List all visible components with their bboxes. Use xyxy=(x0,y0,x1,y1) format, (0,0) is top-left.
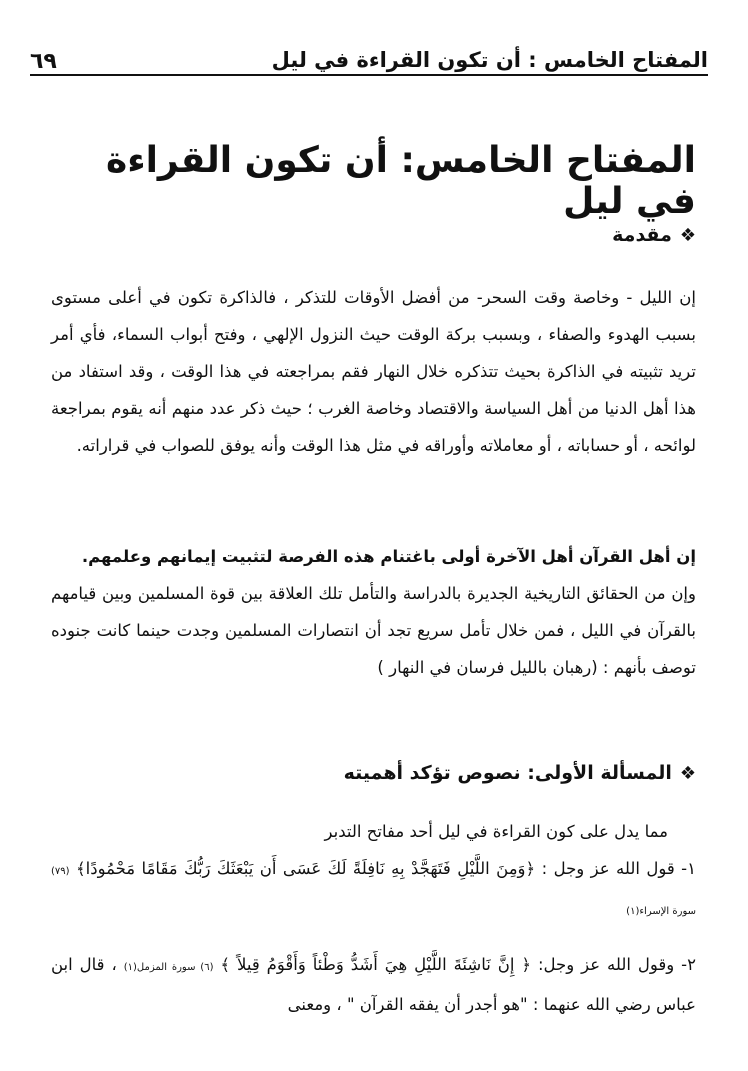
diamond-bullet-icon: ❖ xyxy=(679,224,696,246)
intro-heading xyxy=(56,224,696,246)
evidence-item-2 xyxy=(51,946,696,1023)
evidence-item-1 xyxy=(51,850,696,930)
item1-prefix: ١- قول الله عز وجل : xyxy=(535,859,696,878)
item2-prefix: ٢- وقول الله عز وجل: xyxy=(531,955,696,974)
chapter-title: المفتاح الخامس: أن تكون القراءة في ليل xyxy=(105,140,696,222)
running-header xyxy=(30,40,708,76)
diamond-bullet-icon: ❖ xyxy=(679,762,696,784)
item2-commentary: ، قال ابن عباس رضي الله عنهما : "هو أجدر أن يفقه القرآن " ، ومعنى xyxy=(51,955,696,1014)
bold-statement: إن أهل القرآن أهل الآخرة أولى باغتنام هذه الفرصة لتثبيت إيمانهم وعلمهم. xyxy=(81,547,696,566)
issue1-heading-text: المسألة الأولى: نصوص تؤكد أهميته xyxy=(343,762,672,784)
footnote-marker-2: (١) xyxy=(123,962,137,973)
issue1-lead: مما يدل على كون القراءة في ليل أحد مفاتح التدبر xyxy=(324,822,668,841)
running-title: المفتاح الخامس : أن تكون القراءة في ليل xyxy=(271,48,708,72)
quran-verse-1: ﴿وَمِنَ اللَّيْلِ فَتَهَجَّدْ بِهِ نَافِلَةً لَكَ عَسَى أَن يَبْعَثَكَ رَبُّكَ مَقَامًا مَحْمُودًا﴾ xyxy=(75,859,536,878)
history-paragraph: وإن من الحقائق التاريخية الجديرة بالدراسة والتأمل تلك العلاقة بين قوة المسلمين وبين قيامهم بالقرآن في الليل ، فمن خلال تأمل سريع تجد أن انتصارات المسلمين وجدت حينما كانت جنوده توصف بأنهم : (رهبان بالليل فرسان في النهار ) xyxy=(51,584,696,677)
footnote-marker-1: (١) xyxy=(626,906,640,917)
intro-paragraph: إن الليل - وخاصة وقت السحر- من أفضل الأوقات للتذكر ، فالذاكرة تكون في أعلى مستوى بسبب الهدوء والصفاء ، وبسبب بركة الوقت حيث النزول الإلهي ، وفتح أبواب السماء، فأي أمر تريد تثبيته في الذاكرة بحيث تتذكره خلال النهار فقم بمراجعته في هذا الوقت ، وقد استفاد من هذا أهل الدنيا من أهل السياسة والاقتصاد وخاصة الغرب ؛ حيث ذكر عدد منهم أنه يقوم بمراجعة لوائحه ، أو حساباته ، أو معاملاته وأوراقه في مثل هذا الوقت وأنه يوفق للصواب في قراراته. xyxy=(51,288,696,455)
quran-verse-2: ﴿ إِنَّ نَاشِئَةَ اللَّيْلِ هِيَ أَشَدُّ وَطْئاً وَأَقْوَمُ قِيلاً ﴾ xyxy=(220,955,532,974)
issue1-heading xyxy=(56,762,696,784)
verse-ref-1: (٧٩) سورة الإسراء xyxy=(51,866,696,917)
verse-ref-2: (٦) سورة المزمل xyxy=(136,962,214,973)
page-number: ٦٩ xyxy=(30,49,57,74)
intro-heading-text: مقدمة xyxy=(612,224,672,246)
